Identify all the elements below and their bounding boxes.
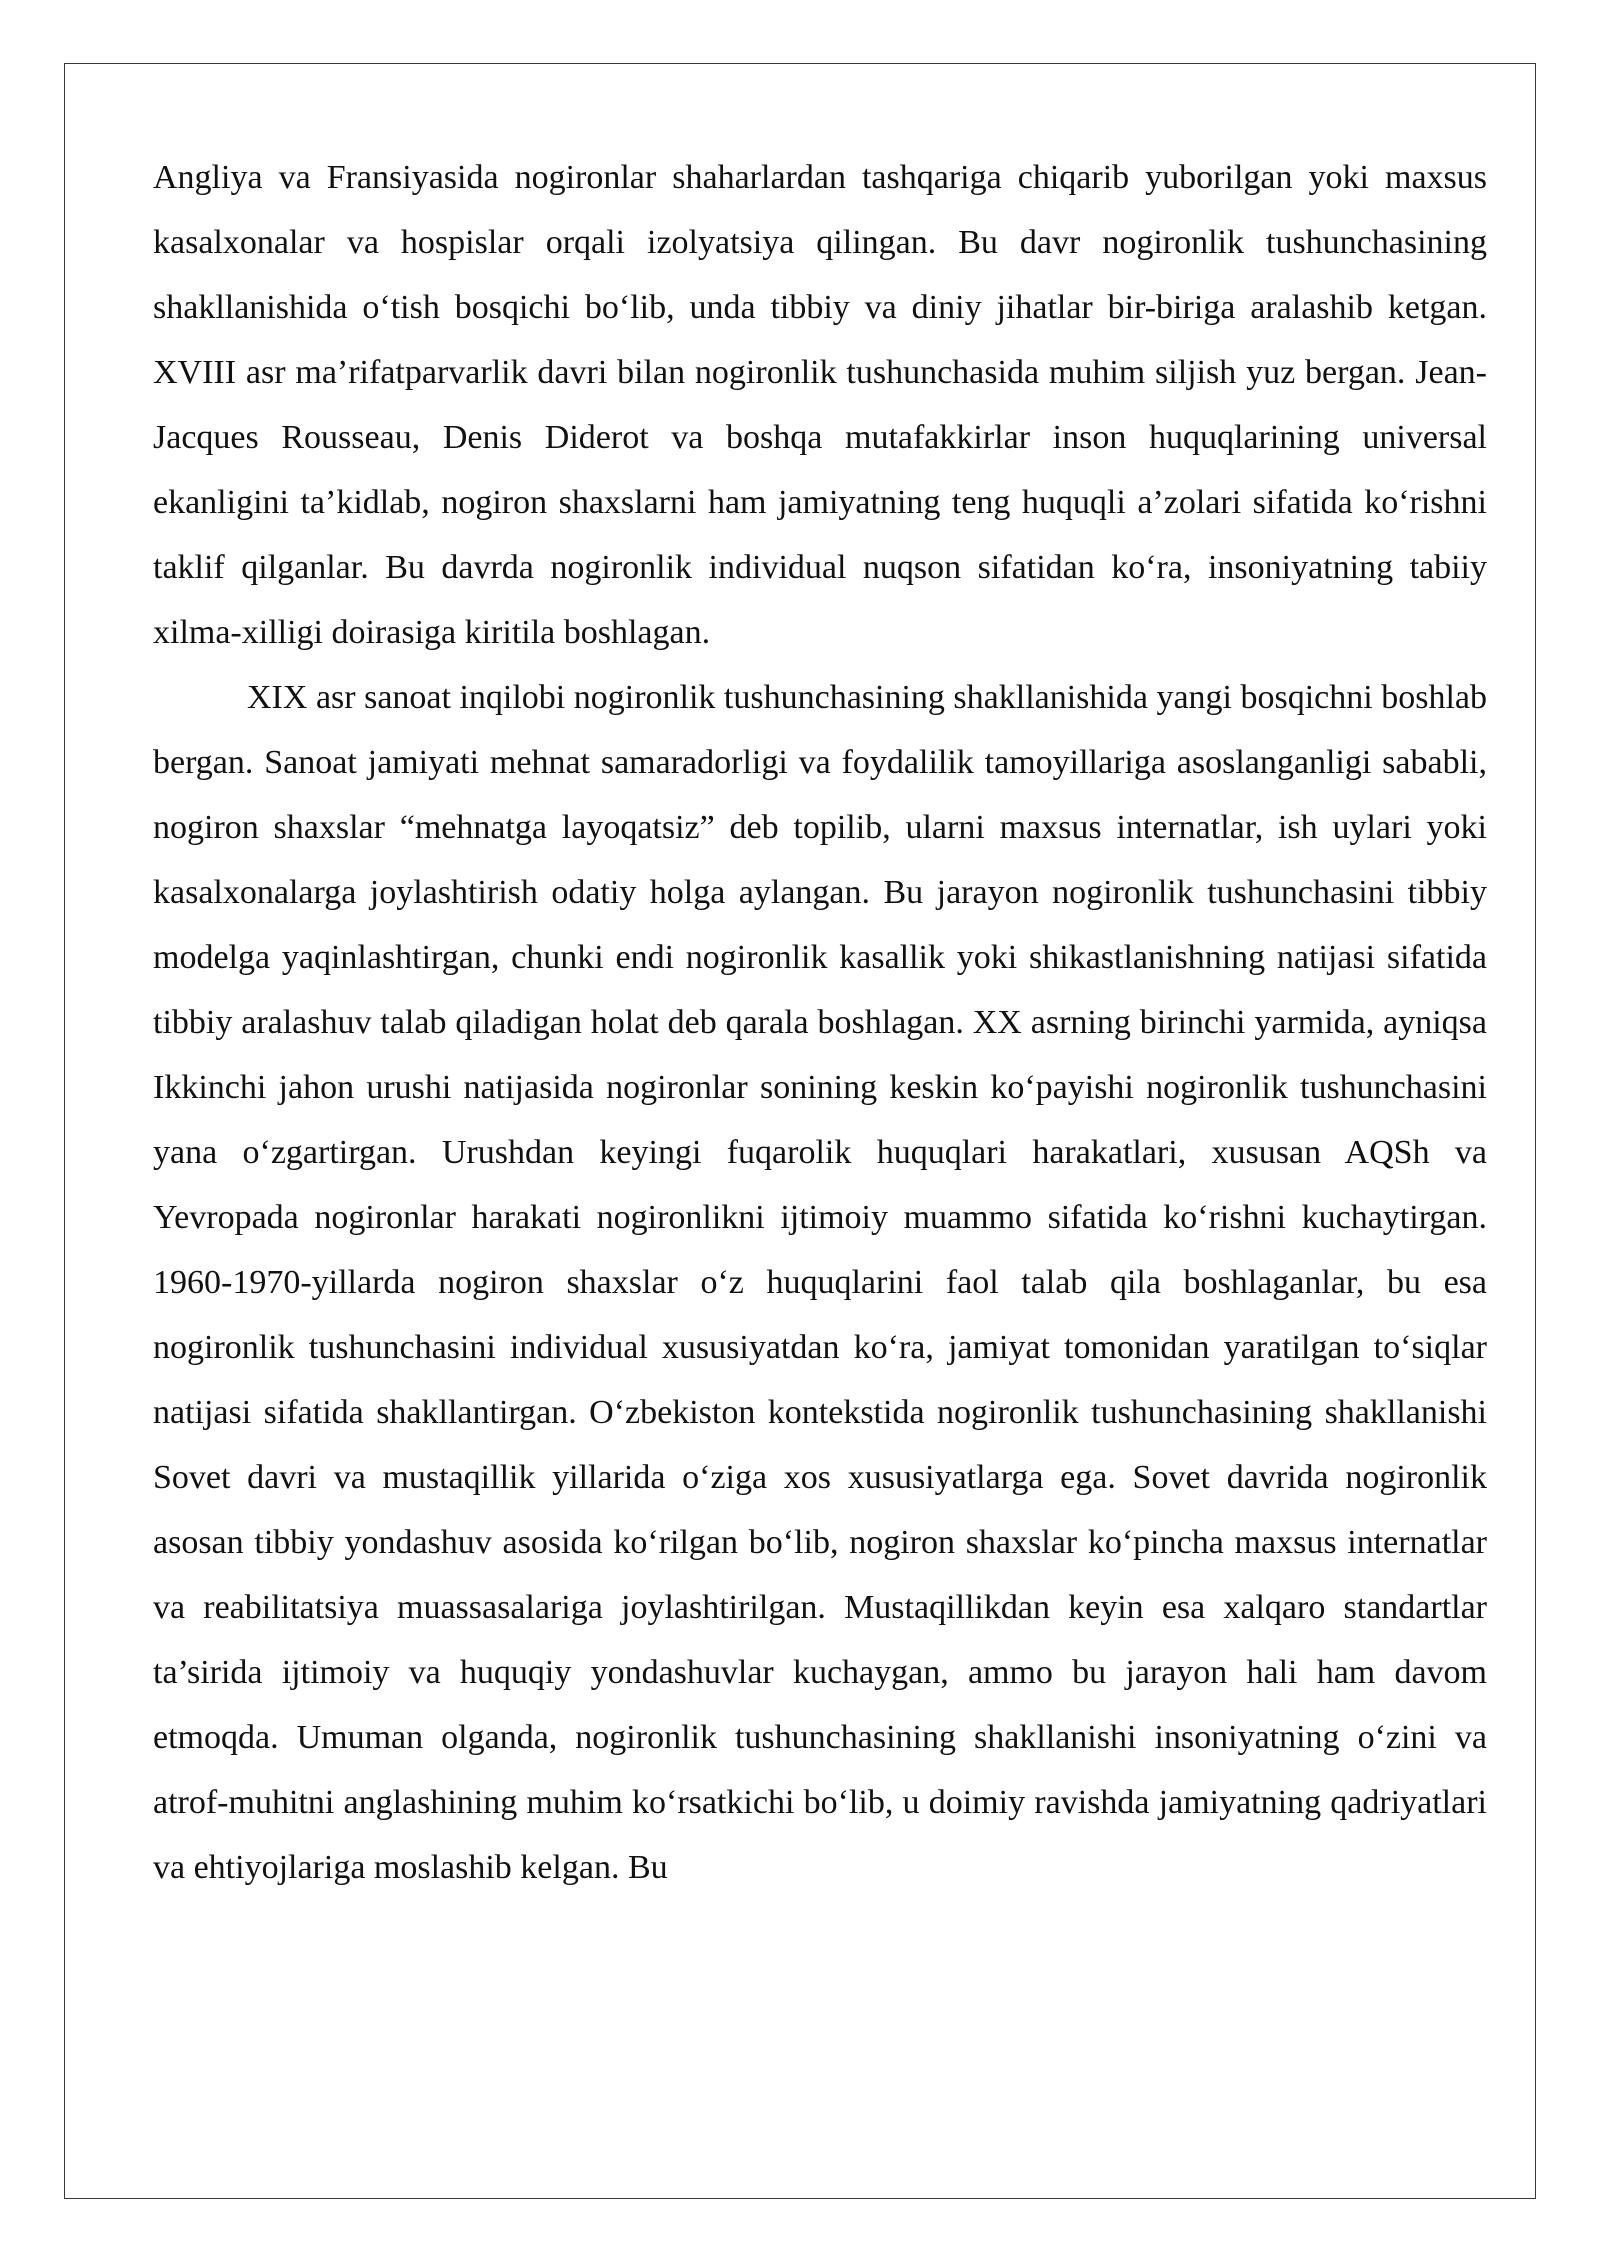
paragraph-1: Angliya va Fransiyasida nogironlar shaharlardan tashqariga chiqarib yuborilgan yoki maxsus kasalxonalar va hospislar orqali izolyatsiya qilingan. Bu davr nogironlik tushunchasining shakllanishida o‘tish bosqichi bo‘lib, unda tibbiy va diniy jihatlar bir-biriga aralashib ketgan. XVIII asr ma’rifatparvarlik davri bilan nogironlik tushunchasida muhim siljish yuz bergan. Jean-Jacques Rousseau, Denis Diderot va boshqa mutafakkirlar inson huquqlarining universal ekanligini ta’kidlab, nogiron shaxslarni ham jamiyatning teng huquqli a’zolari sifatida ko‘rishni taklif qilganlar. Bu davrda nogironlik individual nuqson sifatidan ko‘ra, insoniyatning tabiiy xilma-xilligi doirasiga kiritila boshlagan. (153, 159, 1487, 651)
document-body (153, 145, 1487, 1900)
paragraph-2: XIX asr sanoat inqilobi nogironlik tushunchasining shakllanishida yangi bosqichni boshlab bergan. Sanoat jamiyati mehnat samaradorligi va foydalilik tamoyillariga asoslanganligi sababli, nogiron shaxslar “mehnatga layoqatsiz” deb topilib, ularni maxsus internatlar, ish uylari yoki kasalxonalarga joylashtirish odatiy holga aylangan. Bu jarayon nogironlik tushunchasini tibbiy modelga yaqinlashtirgan, chunki endi nogironlik kasallik yoki shikastlanishning natijasi sifatida tibbiy aralashuv talab qiladigan holat deb qarala boshlagan. XX asrning birinchi yarmida, ayniqsa Ikkinchi jahon urushi natijasida nogironlar sonining keskin ko‘payishi nogironlik tushunchasini yana o‘zgartirgan. Urushdan keyingi fuqarolik huquqlari harakatlari, xususan AQSh va Yevropada nogironlar harakati nogironlikni ijtimoiy muammo sifatida ko‘rishni kuchaytirgan. 1960-1970-yillarda nogiron shaxslar o‘z huquqlarini faol talab qila boshlaganlar, bu esa nogironlik tushunchasini individual xususiyatdan ko‘ra, jamiyat tomonidan yaratilgan to‘siqlar natijasi sifatida shakllantirgan. O‘zbekiston kontekstida nogironlik tushunchasining shakllanishi Sovet davri va mustaqillik yillarida o‘ziga xos xususiyatlarga ega. Sovet davrida nogironlik asosan tibbiy yondashuv asosida ko‘rilgan bo‘lib, nogiron shaxslar ko‘pincha maxsus internatlar va reabilitatsiya muassasalariga joylashtirilgan. Mustaqillikdan keyin esa xalqaro standartlar ta’sirida ijtimoiy va huquqiy yondashuvlar kuchaygan, ammo bu jarayon hali ham davom etmoqda. Umuman olganda, nogironlik tushunchasining shakllanishi insoniyatning o‘zini va atrof-muhitni anglashining muhim ko‘rsatkichi bo‘lib, u doimiy ravishda jamiyatning qadriyatlari va ehtiyojlariga moslashib kelgan. Bu (153, 679, 1487, 1886)
